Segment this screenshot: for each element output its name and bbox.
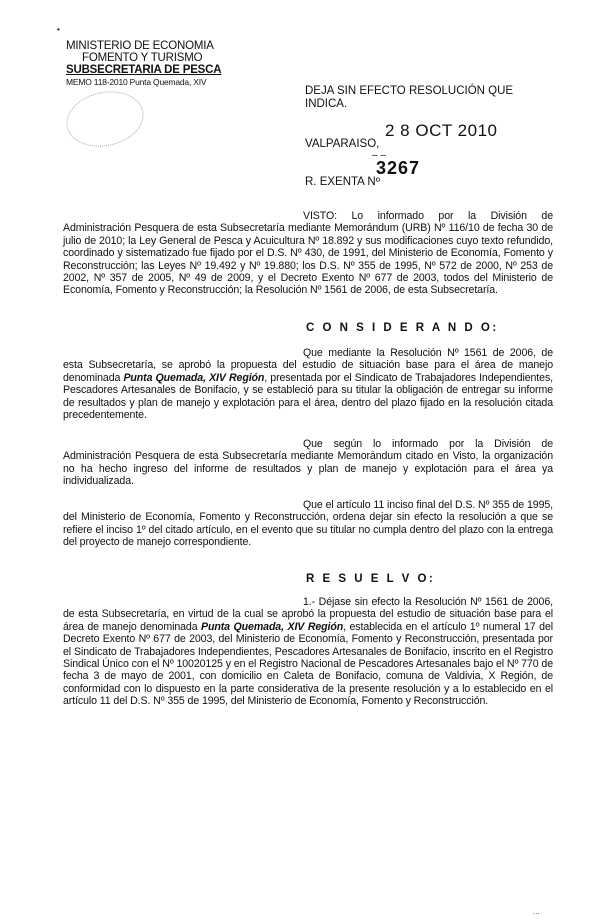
subsecretaria-name: SUBSECRETARIA DE PESCA [66,64,222,76]
exenta-label: R. EXENTA Nº [305,176,380,188]
resuelvo-paragraph-1: 1.- Déjase sin efecto la Resolución Nº 1561 de 2006, de esta Subsecretaría, en virtud de la cual se aprobó la propuesta del estudio de situación base para el área de manejo denominada Punta Quemada, XIV Región, establecida en el artículo 1º numeral 17 del Decreto Exento Nº 677 de 2003, del Ministerio de Economía, Fomento y Reconstrucción, presentada por el Sindicato de Trabajadores Independientes, Pescadores Artesanales de Bonifacio, inscrito en el Registro Sindical Único con el Nº 10020125 y en el Registro Nacional de Pescadores Artesanales bajo el Nº 770 de fecha 3 de mayo de 2001, con domicilio en Caleta de Bonifacio, comuna de Valdivia, X Región, de conformidad con lo dispuesto en la parte considerativa de la presente resolución y a lo establecido en el artículo 11 del D.S. Nº 355 de 1995, del Ministerio de Economía, Fomento y Reconstrucción. [63,596,553,708]
visto-lead: VISTO: [303,210,337,222]
resolution-subject [305,85,513,111]
ministry-name-2: FOMENTO Y TURISMO [82,52,203,64]
memo-reference: MEMO 118-2010 Punta Quemada, XIV [66,77,207,87]
exenta-dash: – – [372,150,386,161]
area-name-2: Punta Quemada, XIV Región [201,620,344,633]
place-label: VALPARAISO, [305,138,380,150]
considerando-paragraph-2: Que según lo informado por la División de Administración Pesquera de esta Subsecretaría mediante Memorándum citado en Visto, la organización no ha hecho ingreso del informe de resultados y plan de manejo y explotación para el área ya individualizada. [63,438,553,488]
subject-line-1: DEJA SIN EFECTO RESOLUCIÓN QUE [305,85,514,97]
date-stamp: 2 8 OCT 2010 [385,121,498,140]
area-name: Punta Quemada, XIV Región [123,371,265,384]
visto-text: Lo informado por la División de Administración Pesquera de esta Subsecretaría mediante Memorándum (URB) Nº 116/10 de fecha 30 de julio de 2010; la Ley General de Pesca y Acuicultura Nº 18.892 y sus modificaciones cuyo texto refundido, coordinado y sistematizado fue fijado por el D.S. Nº 430, de 1991, del Ministerio de Economía, Fomento y Reconstrucción; las Leyes Nº 19.492 y Nº 19.880; los D.S. Nº 355 de 1995, Nº 572 de 2000, Nº 253 de 2002, Nº 357 de 2005, Nº 49 de 2009, y el Decreto Exento Nº 677 de 2003, todos del Ministerio de Economía, Fomento y Reconstrucción; la Resolución Nº 1561 de 2006, de esta Subsecretaría. [63,210,554,297]
letterhead [66,40,221,88]
subject-line-2: INDICA. [305,98,348,110]
seal-stamp [61,84,149,153]
considerando-paragraph-1: Que mediante la Resolución Nº 1561 de 2006, de esta Subsecretaría, se aprobó la propuesta del estudio de situación base para el área de manejo denominada Punta Quemada, XIV Región, presentada por el Sindicato de Trabajadores Independientes, Pescadores Artesanales de Bonifacio, y se estableció para su titular la obligación de entregar su informe de resultados y plan de manejo y explotación para el área, dentro del plazo fijado en la resolución citada precedentemente. [63,347,553,422]
visto-paragraph [63,210,553,297]
resuelvo-heading: R E S U E L V O: [306,573,436,585]
ministry-name: MINISTERIO DE ECONOMIA [66,40,214,52]
considerando-paragraph-3: Que el artículo 11 inciso final del D.S. Nº 355 de 1995, del Ministerio de Economía, Fomento y Reconstrucción, ordena dejar sin efecto la resolución a que se refiere el inciso 1º del citado artículo, en el evento que su titular no cumpla dentro del plazo con la entrega del proyecto de manejo correspondiente. [63,499,553,549]
corner-mark: ... [533,907,540,916]
corner-dot: • [57,25,60,34]
considerando-heading: C O N S I D E R A N D O: [306,322,499,334]
exenta-number: 3267 [376,158,421,178]
